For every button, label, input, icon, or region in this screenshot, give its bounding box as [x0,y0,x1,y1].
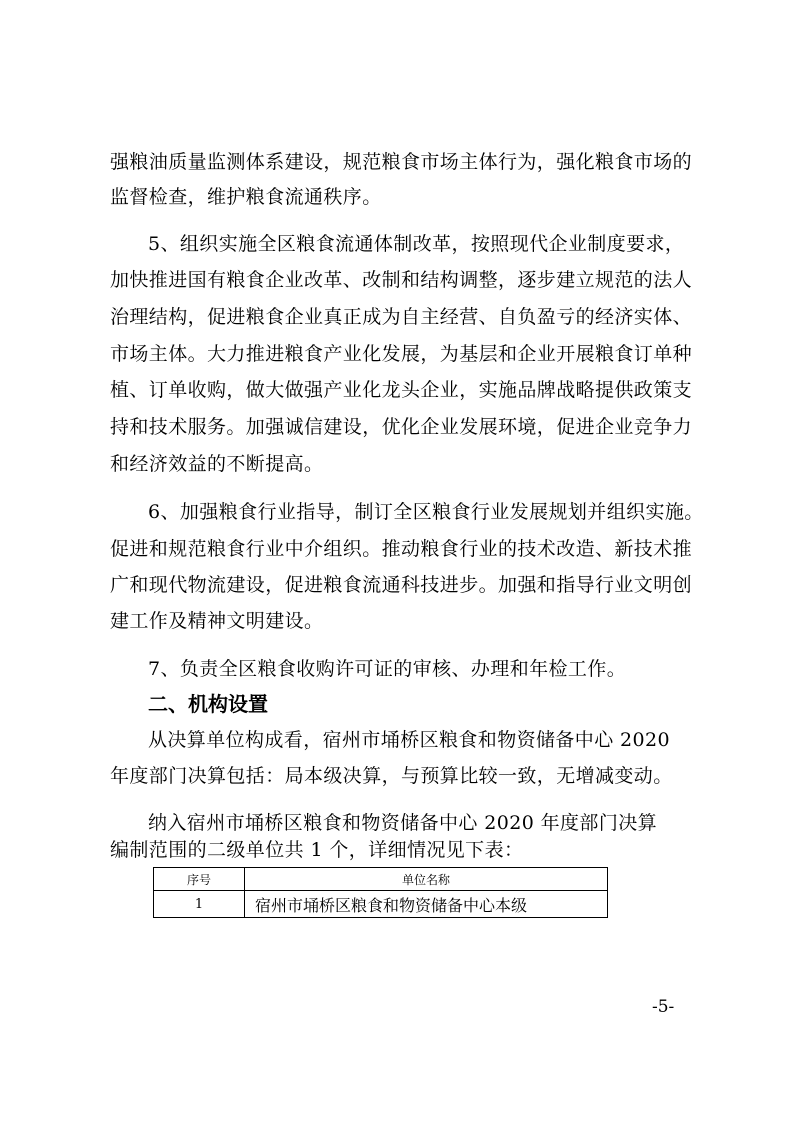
section-line: 编制范围的二级单位共 1 个，详细情况见下表： [110,839,524,861]
table-row [154,891,608,918]
body-line: 治理结构，促进粮食企业真正成为自主经营、自负盈亏的经济实体、 [110,306,693,328]
cell-seq: 1 [154,891,245,918]
body-line: 强粮油质量监测体系建设，规范粮食市场主体行为，强化粮食市场的 [110,151,693,173]
cell-unit-name: 宿州市埇桥区粮食和物资储备中心本级 [245,891,608,918]
section-line: 从决算单位构成看，宿州市埇桥区粮食和物资储备中心 2020 [148,729,670,751]
units-table [153,867,608,918]
body-line: 植、订单收购，做大做强产业化龙头企业，实施品牌战略提供政策支 [110,379,693,401]
section-line: 年度部门决算包括：局本级决算，与预算比较一致，无增减变动。 [110,765,673,787]
body-line: 和经济效益的不断提高。 [110,453,324,475]
body-line: 持和技术服务。加强诚信建设，优化企业发展环境，促进企业竞争力 [110,416,693,438]
section-heading: 二、机构设置 [148,692,268,716]
body-line: 市场主体。大力推进粮食产业化发展，为基层和企业开展粮食订单种 [110,343,693,365]
header-seq: 序号 [154,868,245,891]
body-line: 7、负责全区粮食收购许可证的审核、办理和年检工作。 [148,658,627,680]
body-line: 建工作及精神文明建设。 [110,610,324,632]
section-line: 纳入宿州市埇桥区粮食和物资储备中心 2020 年度部门决算 [148,812,658,834]
body-line: 监督检查，维护粮食流通秩序。 [110,186,382,208]
body-line: 6、加强粮食行业指导，制订全区粮食行业发展规划并组织实施。 [148,501,704,523]
table-header-row [154,868,608,891]
body-line: 5、组织实施全区粮食流通体制改革，按照现代企业制度要求， [148,233,685,255]
page-number: -5- [652,997,675,1017]
body-line: 促进和规范粮食行业中介组织。推动粮食行业的技术改造、新技术推 [110,538,693,560]
header-unit-name: 单位名称 [245,868,608,891]
body-line: 加快推进国有粮食企业改革、改制和结构调整，逐步建立规范的法人 [110,269,693,291]
body-line: 广和现代物流建设，促进粮食流通科技进步。加强和指导行业文明创 [110,574,693,596]
